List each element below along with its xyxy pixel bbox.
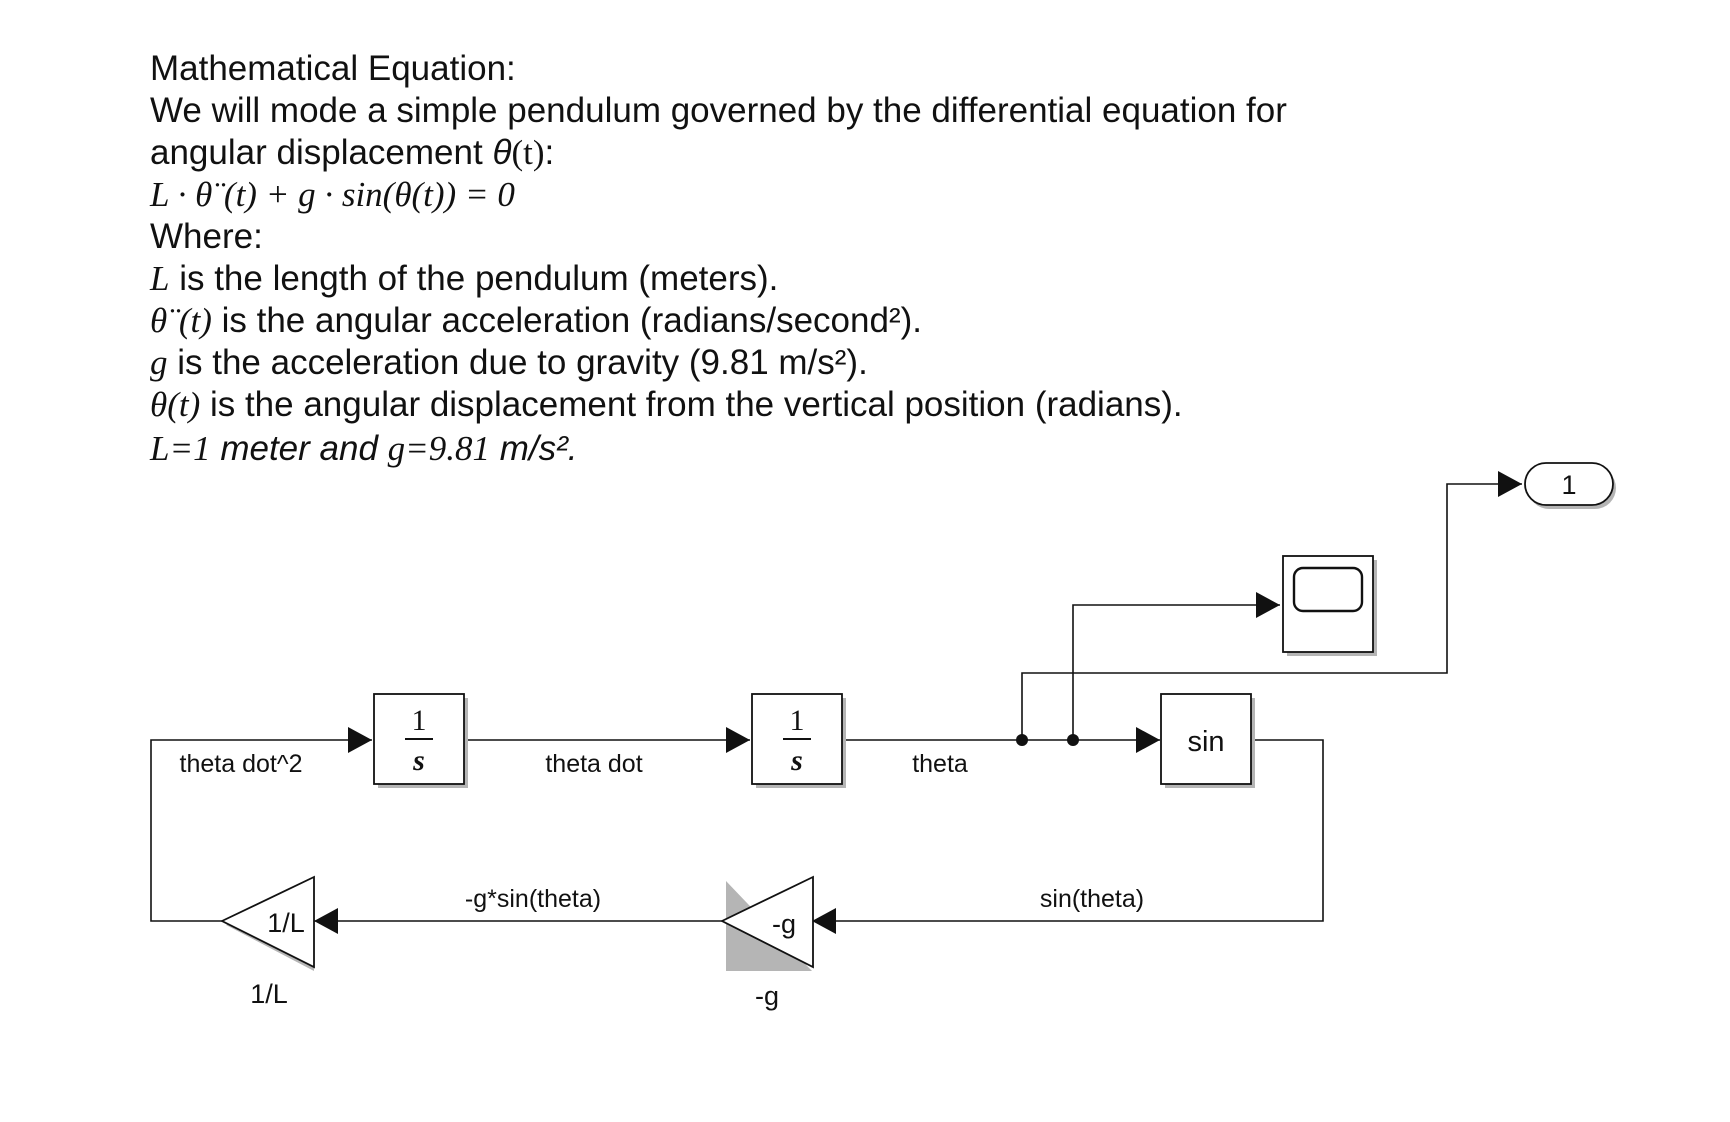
gain-inv-L-label: 1/L: [267, 908, 305, 938]
signal-label-theta-ddot: theta dot^2: [179, 750, 303, 778]
branch-point-scope: [1067, 734, 1079, 746]
gain-neg-g-label: -g: [771, 909, 797, 939]
annotation-intro-line1: We will mode a simple pendulum governed by the differential equation for: [150, 91, 1287, 130]
annotation-equation: L · θ¨(t) + g · sin(θ(t)) = 0: [150, 175, 515, 214]
signal-label-sin-theta: sin(theta): [1039, 885, 1145, 913]
outport-block[interactable]: [1525, 463, 1616, 509]
intro-text: angular displacement: [150, 133, 493, 172]
value-L: L=1: [150, 429, 211, 468]
intro-theta-symbol: θ: [492, 133, 512, 172]
signal-label-theta: theta: [912, 750, 968, 778]
annotation-title: Mathematical Equation:: [150, 49, 516, 88]
sin-function-block[interactable]: [1161, 694, 1255, 788]
sin-block-label: sin: [1187, 726, 1225, 758]
gain-block-inv-L[interactable]: [222, 877, 314, 971]
gain-inv-L-caption: 1/L: [250, 979, 288, 1009]
gain-block-neg-g[interactable]: [722, 877, 813, 971]
integrator-1-numerator: 1: [411, 704, 427, 737]
scope-block[interactable]: [1283, 556, 1377, 656]
integrator-block-2[interactable]: [752, 694, 846, 788]
integrator-2-numerator: 1: [789, 704, 805, 737]
definition-angular-acceleration-text: is the angular acceleration (radians/second²).: [211, 301, 922, 340]
outport-label: 1: [1561, 470, 1577, 500]
scope-screen-icon: [1294, 568, 1362, 611]
signal-line-to-outport[interactable]: [1022, 484, 1522, 740]
definition-angular-displacement-text: is the angular displacement from the vertical position (radians).: [200, 385, 1183, 424]
integrator-2-denominator: s: [791, 744, 803, 777]
value-mid-text: meter and: [210, 429, 388, 468]
intro-colon: :: [544, 133, 555, 172]
annotation-where: Where:: [150, 217, 263, 256]
branch-point-outport: [1016, 734, 1028, 746]
integrator-1-denominator: s: [413, 744, 425, 777]
definition-gravity-text: is the acceleration due to gravity (9.81 m/s²).: [167, 343, 868, 382]
symbol-theta: θ(t): [150, 385, 201, 424]
value-end-text: m/s².: [490, 429, 578, 468]
intro-t-symbol: (t): [511, 133, 545, 172]
gain-neg-g-caption: -g: [754, 981, 780, 1011]
integrator-block-1[interactable]: [374, 694, 468, 788]
value-g: g=9.81: [387, 429, 491, 468]
signal-label-neg-g-sin-theta: -g*sin(theta): [464, 885, 602, 913]
symbol-theta-ddot: θ¨(t): [150, 301, 212, 340]
signal-label-theta-dot: theta dot: [545, 750, 643, 778]
symbol-g: g: [150, 343, 168, 382]
symbol-L: L: [150, 259, 170, 298]
definition-length-text: is the length of the pendulum (meters).: [169, 259, 779, 298]
